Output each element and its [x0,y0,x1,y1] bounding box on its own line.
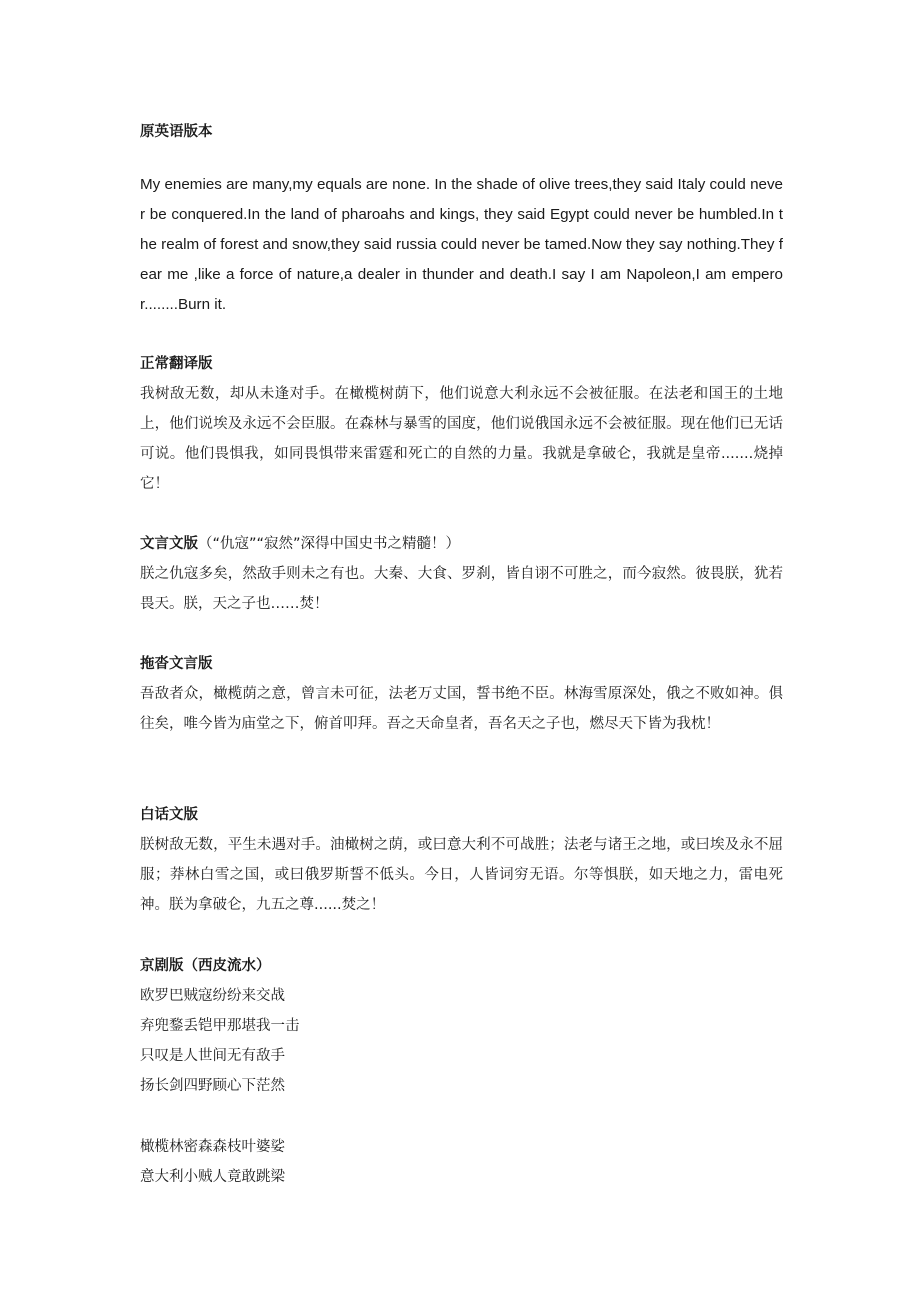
normal-translation-text: 我树敌无数，却从未逢对手。在橄榄树荫下，他们说意大利永远不会被征服。在法老和国王的土地上，他们说埃及永远不会臣服。在森林与暴雪的国度，他们说俄国永远不会被征服。现在他们已无话可说。他们畏惧我，如同畏惧带来雷霆和死亡的自然的力量。我就是拿破仑，我就是皇帝.......烧掉它！ [140,386,783,492]
section-heading-opera: 京剧版（西皮流水） [140,958,271,974]
opera-line: 橄榄林密森森枝叶婆娑 [140,1139,285,1155]
section-heading-vernacular: 白话文版 [140,807,198,823]
section-heading-original: 原英语版本 [140,124,213,140]
section-heading-verbose: 拖沓文言版 [140,656,213,672]
original-english-text: My enemies are many,my equals are none. In the shade of olive trees,they said Italy could never be conquered.In the land of pharoahs and kings, they said Egypt could never be humbled.In the realm of forest and snow,they said russia could never be tamed.Now they say nothing.They fear me ,like a force of nature,a dealer in thunder and death.I say I am Napoleon,I am emperor........Burn it. [140,176,784,313]
verbose-classical-text: 吾敌者众，橄榄荫之意，曾言未可征，法老万丈国，誓书绝不臣。林海雪原深处，俄之不败如神。俱往矣，唯今皆为庙堂之下，俯首叩拜。吾之天命皇者，吾名天之子也，燃尽天下皆为我枕！ [140,686,783,732]
opera-line: 扬长剑四野顾心下茫然 [140,1078,285,1094]
opera-line: 弃兜鍪丢铠甲那堪我一击 [140,1018,300,1034]
section-heading-classical [140,529,460,559]
classical-heading-note: （“仇寇”“寂然”深得中国史书之精髓！） [198,536,461,552]
vernacular-text: 朕树敌无数，平生未遇对手。油橄树之荫，或曰意大利不可战胜；法老与诸王之地，或曰埃及永不屈服；莽林白雪之国，或曰俄罗斯誓不低头。今日，人皆词穷无语。尔等惧朕，如天地之力，雷电死神。朕为拿破仑，九五之尊......焚之！ [140,837,783,913]
opera-line: 只叹是人世间无有敌手 [140,1048,285,1064]
section-heading-normal: 正常翻译版 [140,356,213,372]
classical-heading-label: 文言文版 [140,536,198,552]
opera-line: 意大利小贼人竟敢跳梁 [140,1169,285,1185]
classical-text: 朕之仇寇多矣，然敌手则未之有也。大秦、大食、罗刹，皆自诩不可胜之，而今寂然。彼畏朕，犹若畏天。朕，天之子也……焚！ [140,566,783,612]
opera-line: 欧罗巴贼寇纷纷来交战 [140,988,285,1004]
